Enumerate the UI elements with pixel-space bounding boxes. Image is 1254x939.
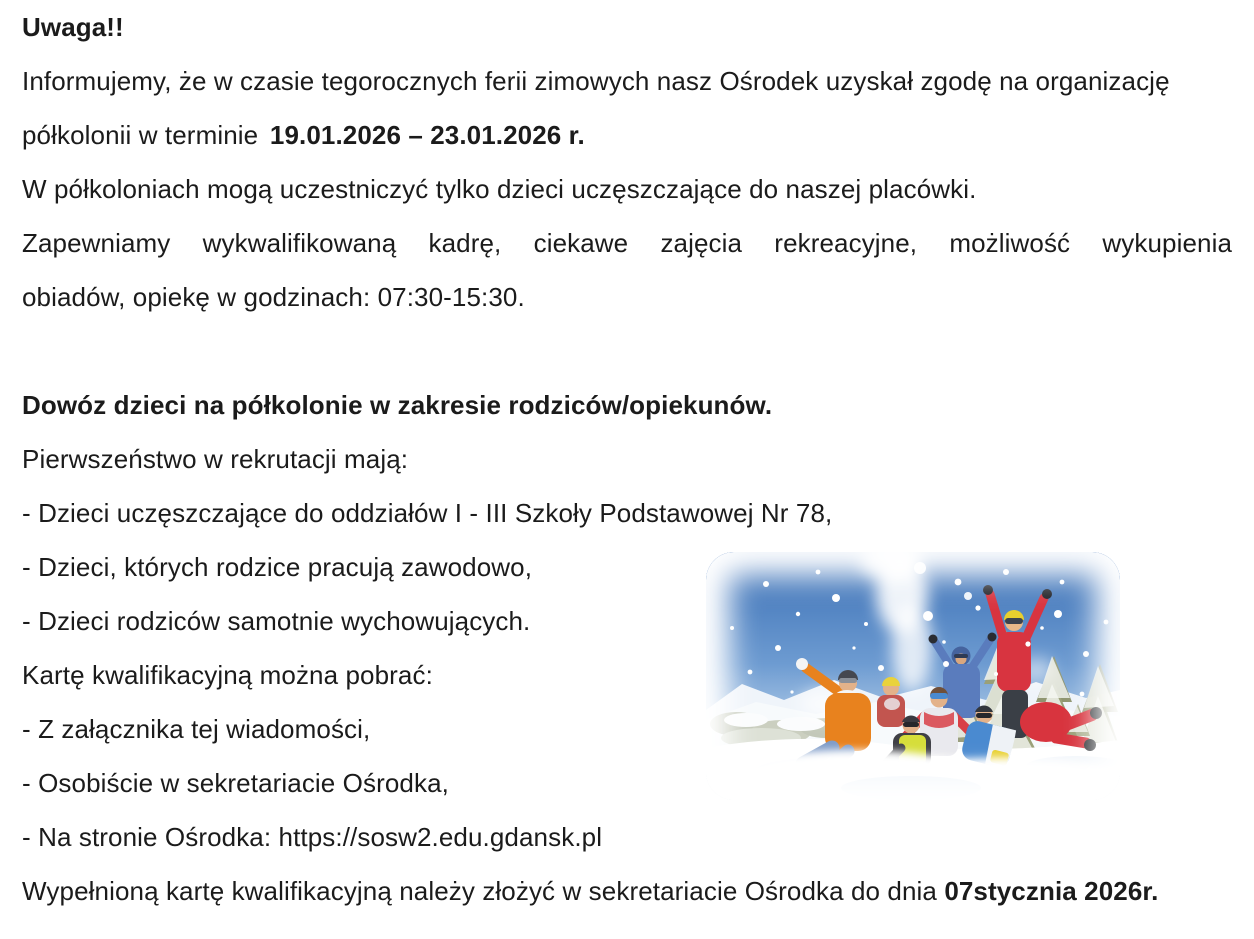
heading-uwaga bbox=[22, 0, 1232, 54]
blank-line bbox=[22, 324, 1232, 378]
para-offer-line-1-text: Zapewniamy wykwalifikowaną kadrę, ciekawe zajęcia rekreacyjne, możliwość wykupienia bbox=[22, 228, 1232, 258]
heading-uwaga-text: Uwaga!! bbox=[22, 12, 124, 42]
heading-transport bbox=[22, 378, 1232, 432]
para-offer-line-2-hours bbox=[22, 270, 1232, 324]
winter-group-photo bbox=[706, 552, 1120, 800]
priority-item-working-parents-text: - Dzieci, których rodzice pracują zawodowo, bbox=[22, 552, 533, 582]
para-offer-line-1 bbox=[22, 216, 1232, 270]
para-eligibility bbox=[22, 162, 1232, 216]
para-offer-line-2-text: obiadów, opiekę w godzinach: 07:30-15:30. bbox=[22, 282, 525, 312]
camp-dates: 19.01.2026 – 23.01.2026 r. bbox=[269, 120, 585, 150]
para-info-line-2-dates bbox=[22, 108, 1232, 162]
deadline-prefix: Wypełnioną kartę kwalifikacyjną należy złożyć w sekretariacie Ośrodka do dnia bbox=[22, 876, 945, 906]
priority-item-single-parents-text: - Dzieci rodziców samotnie wychowujących. bbox=[22, 606, 531, 636]
recruitment-priority-intro bbox=[22, 432, 1232, 486]
para-info-line-1-text: Informujemy, że w czasie tegorocznych ferii zimowych nasz Ośrodek uzyskał zgodę na organizację bbox=[22, 66, 1170, 96]
heading-transport-text: Dowóz dzieci na półkolonie w zakresie rodziców/opiekunów. bbox=[22, 390, 773, 420]
deadline-date: 07stycznia 2026r. bbox=[944, 876, 1159, 906]
card-source-attachment-text: - Z załącznika tej wiadomości, bbox=[22, 714, 371, 744]
dates-prefix: półkolonii w terminie bbox=[22, 120, 259, 150]
priority-item-grades-text: - Dzieci uczęszczające do oddziałów I - III Szkoły Podstawowej Nr 78, bbox=[22, 498, 833, 528]
card-download-intro-text: Kartę kwalifikacyjną można pobrać: bbox=[22, 660, 433, 690]
card-source-website bbox=[22, 810, 1232, 864]
card-source-office-text: - Osobiście w sekretariacie Ośrodka, bbox=[22, 768, 449, 798]
deadline-line bbox=[22, 864, 1232, 918]
priority-item-grades bbox=[22, 486, 1232, 540]
winter-photo-illustration bbox=[706, 552, 1120, 800]
para-eligibility-text: W półkoloniach mogą uczestniczyć tylko dzieci uczęszczające do naszej placówki. bbox=[22, 174, 977, 204]
para-info-line-1 bbox=[22, 54, 1232, 108]
card-source-website-text: - Na stronie Ośrodka: https://sosw2.edu.gdansk.pl bbox=[22, 822, 603, 852]
recruitment-priority-intro-text: Pierwszeństwo w rekrutacji mają: bbox=[22, 444, 409, 474]
